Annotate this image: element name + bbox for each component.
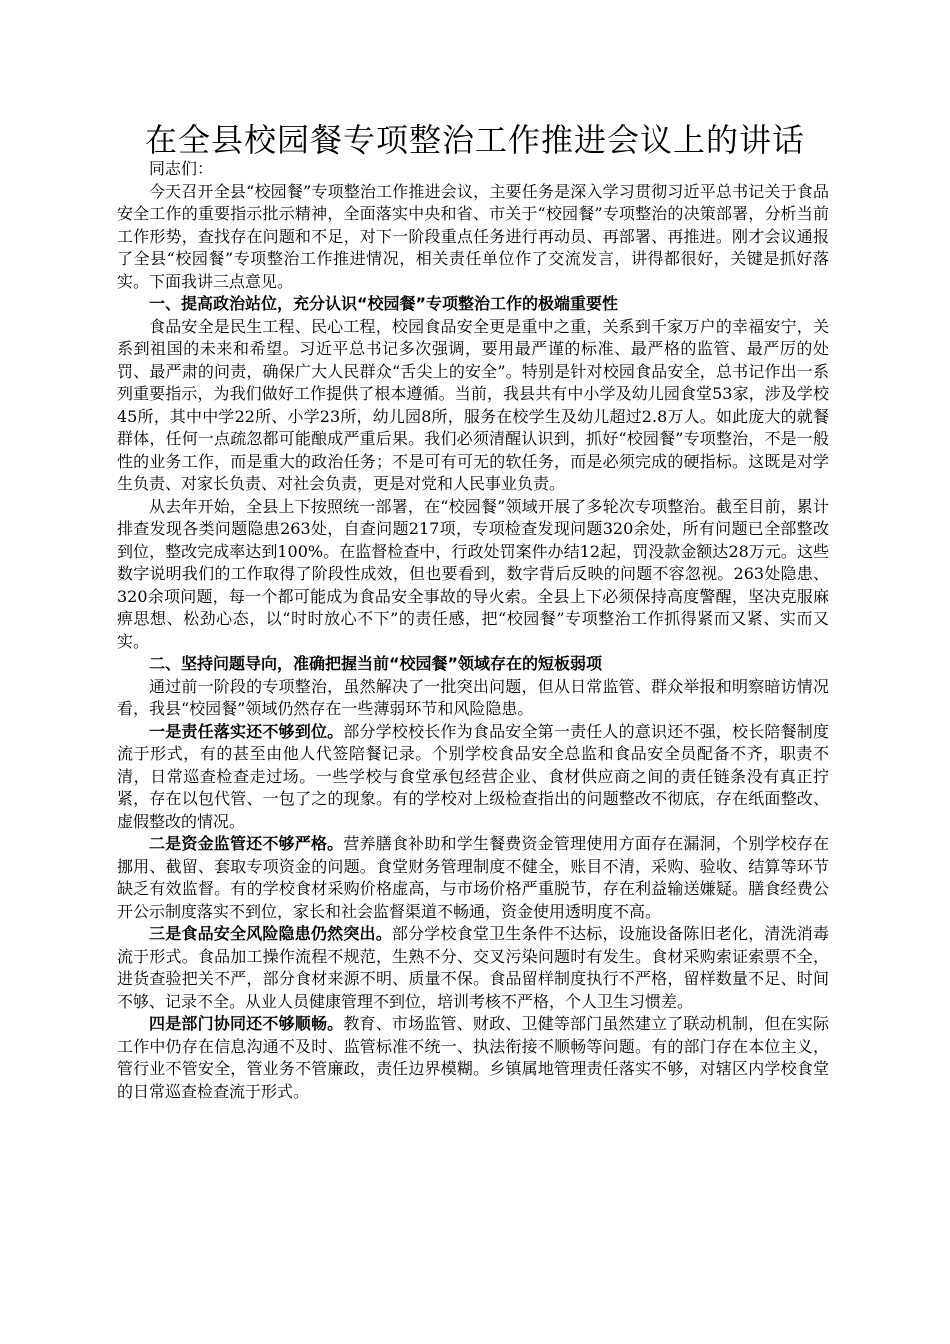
paragraph-text: 营养膳食补助和学生餐费资金管理使用方面存在漏洞，个别学校存在挪用、截留、套取专项资金的问题。食堂财务管理制度不健全，账目不清，采购、验收、结算等环节缺乏有效监督。有的学校食材采购价格虚高，与市场价格严重脱节，存在利益输送嫌疑。膳食经费公开公示制度落实不到位，家长和社会监督渠道不畅通，资金使用透明度不高。 — [117, 834, 829, 921]
body-paragraph — [117, 923, 829, 1013]
section-heading: 二、坚持问题导向，准确把握当前“校园餐”领域存在的短板弱项 — [149, 654, 603, 673]
section-heading: 一、提高政治站位，充分认识“校园餐”专项整治工作的极端重要性 — [149, 294, 619, 313]
body-paragraph — [117, 1013, 829, 1103]
body-paragraph: 食品安全是民生工程、民心工程，校园食品安全更是重中之重，关系到千家万户的幸福安宁，关系到祖国的未来和希望。习近平总书记多次强调，要用最严谨的标准、最严格的监管、最严厉的处罚、最严肃的问责，确保广大人民群众“舌尖上的安全”。特别是针对校园食品安全，总书记作出一系列重要指示，为我们做好工作提供了根本遵循。当前，我县共有中小学及幼儿园食堂53家，涉及学校45所，其中中学22所、小学23所，幼儿园8所，服务在校学生及幼儿超过2.8万人。如此庞大的就餐群体，任何一点疏忽都可能酿成严重后果。我们必须清醒认识到，抓好“校园餐”专项整治，不是一般性的业务工作，而是重大的政治任务；不是可有可无的软任务，而是必须完成的硬指标。这既是对学生负责、对家长负责、对社会负责，更是对党和人民事业负责。 — [117, 316, 829, 493]
paragraph-text: 部分学校食堂卫生条件不达标，设施设备陈旧老化，清洗消毒流于形式。食品加工操作流程不规范，生熟不分、交叉污染问题时有发生。食材采购索证索票不全，进货查验把关不严，部分食材来源不明、质量不保。食品留样制度执行不严格，留样数量不足、时间不够、记录不全。从业人员健康管理不到位，培训考核不严格，个人卫生习惯差。 — [117, 924, 829, 1011]
paragraph-lead: 四是部门协同还不够顺畅。 — [149, 1014, 344, 1033]
body-paragraph — [117, 833, 829, 923]
body-paragraph: 从去年开始，全县上下按照统一部署，在“校园餐”领域开展了多轮次专项整治。截至目前，累计排查发现各类问题隐患263处，自查问题217项，专项检查发现问题320余处，所有问题已全部整改到位，整改完成率达到100%。在监督检查中，行政处罚案件办结12起，罚没款金额达28万元。这些数字说明我们的工作取得了阶段性成效，但也要看到，数字背后反映的问题不容忽视。263处隐患、320余项问题，每一个都可能成为食品安全事故的导火索。全县上下必须保持高度警醒，坚决克服麻痹思想、松劲心态，以“时时放心不下”的责任感，把“校园餐”专项整治工作抓得紧而又紧、实而又实。 — [117, 496, 829, 651]
document-body — [117, 158, 829, 1103]
body-paragraph: 今天召开全县“校园餐”专项整治工作推进会议，主要任务是深入学习贯彻习近平总书记关于食品安全工作的重要指示批示精神，全面落实中央和省、市关于“校园餐”专项整治的决策部署，分析当前工作形势，查找存在问题和不足，对下一阶段重点任务进行再动员、再部署、再推进。刚才会议通报了全县“校园餐”专项整治工作推进情况，相关责任单位作了交流发言，讲得都很好，关键是抓好落实。下面我讲三点意见。 — [117, 181, 829, 291]
document-title: 在全县校园餐专项整治工作推进会议上的讲话 — [144, 121, 805, 159]
paragraph-lead: 二是资金监管还不够严格。 — [149, 834, 344, 853]
salutation: 同志们： — [149, 159, 214, 178]
paragraph-lead: 一是责任落实还不够到位。 — [149, 721, 344, 741]
paragraph-lead: 三是食品安全风险隐患仍然突出。 — [149, 924, 392, 943]
body-paragraph — [117, 721, 829, 834]
paragraph-text: 教育、市场监管、财政、卫健等部门虽然建立了联动机制，但在实际工作中仍存在信息沟通不及时、监管标准不统一、执法衔接不顺畅等问题。有的部门存在本位主义，管行业不管安全，管业务不管廉政，责任边界模糊。乡镇属地管理责任落实不够，对辖区内学校食堂的日常巡查检查流于形式。 — [117, 1014, 829, 1101]
paragraph-text: 部分学校校长作为食品安全第一责任人的意识还不强，校长陪餐制度流于形式，有的甚至由他人代签陪餐记录。个别学校食品安全总监和食品安全员配备不齐，职责不清，日常巡查检查走过场。一些学校与食堂承包经营企业、食材供应商之间的责任链条没有真正拧紧，存在以包代管、一包了之的现象。有的学校对上级检查指出的问题整改不彻底，存在纸面整改、虚假整改的情况。 — [117, 721, 829, 831]
body-paragraph: 通过前一阶段的专项整治，虽然解决了一批突出问题，但从日常监管、群众举报和明察暗访情况看，我县“校园餐”领域仍然存在一些薄弱环节和风险隐患。 — [117, 676, 829, 718]
